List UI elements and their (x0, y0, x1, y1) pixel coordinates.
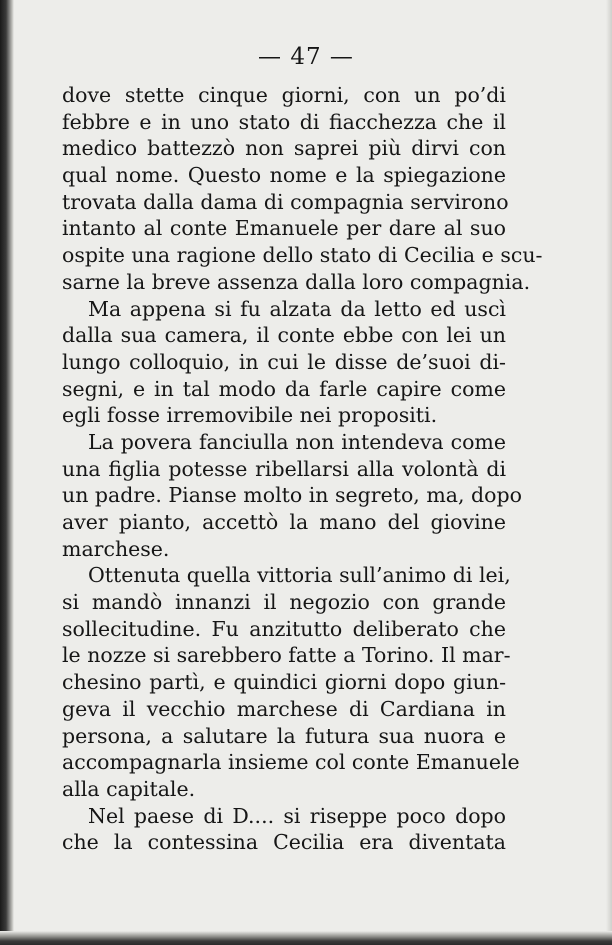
text-line: lungo colloquio, in cui le disse de’suoi di- (62, 349, 506, 374)
text-line: persona, a salutare la futura sua nuora e (62, 723, 506, 748)
text-line: egli fosse irremovibile nei propositi. (62, 403, 438, 428)
text-line: un padre. Pianse molto in segreto, ma, dopo (62, 483, 522, 508)
text-line: Ma appena si fu alzata da letto ed uscì (88, 296, 506, 321)
text-line: geva il vecchio marchese di Cardiana in (62, 696, 506, 721)
text-line: dove stette cinque giorni, con un po’di (62, 83, 506, 107)
text-line: La povera fanciulla non intendeva come (88, 429, 506, 454)
text-line: che la contessina Cecilia era diventata (62, 830, 506, 855)
body-text (62, 82, 543, 856)
text-line: sollecitudine. Fu anzitutto deliberato che (62, 616, 506, 641)
text-line: chesino partì, e quindici giorni dopo giun- (62, 670, 506, 695)
text-line: le nozze si sarebbero fatte a Torino. Il mar- (62, 643, 511, 668)
page-bottom-shadow (0, 931, 612, 945)
text-line: intanto al conte Emanuele per dare al suo (62, 216, 506, 241)
text-line: Nel paese di D.... si riseppe poco dopo (88, 803, 506, 828)
text-line: Ottenuta quella vittoria sull’animo di lei, (88, 563, 511, 588)
page-number: — 47 — (258, 44, 354, 70)
page-edge (606, 0, 612, 945)
text-line: marchese. (62, 536, 170, 561)
text-line: ospite una ragione dello stato di Cecilia e scu- (62, 243, 543, 268)
text-line: alla capitale. (62, 776, 196, 801)
text-line: dalla sua camera, il conte ebbe con lei un (62, 323, 506, 348)
text-line: si mandò innanzi il negozio con grande (62, 590, 506, 615)
text-line: aver pianto, accettò la mano del giovine (62, 510, 506, 534)
text-line: una figlia potesse ribellarsi alla volontà di (62, 456, 506, 481)
text-line: qual nome. Questo nome e la spiegazione (62, 163, 506, 188)
text-line: segni, e in tal modo da farle capire come (62, 376, 506, 401)
text-line: medico battezzò non saprei più dirvi con (62, 136, 506, 161)
text-line: sarne la breve assenza dalla loro compagnia. (62, 269, 531, 294)
text-line: febbre e in uno stato di fiacchezza che il (62, 109, 506, 134)
text-line: trovata dalla dama di compagnia servirono (62, 189, 509, 214)
text-line: accompagnarla insieme col conte Emanuele (62, 750, 520, 775)
book-spine-shadow (0, 0, 14, 945)
